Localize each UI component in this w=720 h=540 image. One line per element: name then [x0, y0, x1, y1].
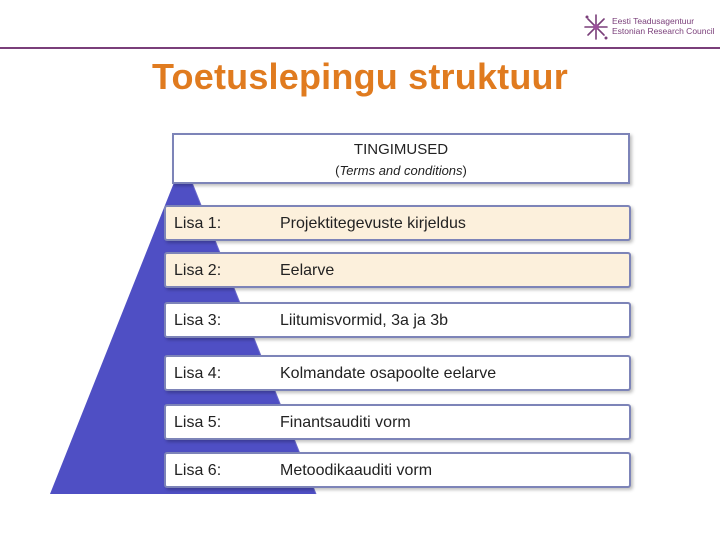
annex-row-4	[164, 355, 631, 391]
annex-row-1	[164, 205, 631, 241]
annex-value: Eelarve	[280, 262, 335, 279]
annex-row-3	[164, 302, 631, 338]
paren-close: )	[462, 163, 467, 178]
annex-value: Liitumisvormid, 3a ja 3b	[280, 312, 449, 329]
logo-line-1: Eesti Teadusagentuur	[612, 16, 695, 26]
annex-row-5	[164, 404, 631, 440]
paren-open: (	[335, 163, 340, 178]
header-subtitle-italic: Terms and conditions	[339, 163, 463, 178]
logo-line-2: Estonian Research Council	[612, 26, 715, 36]
slide-title: Toetuslepingu struktuur	[152, 56, 568, 97]
annex-label: Lisa 1:	[174, 215, 222, 232]
header-subtitle	[174, 163, 628, 178]
terms-and-conditions-box	[172, 133, 630, 184]
annex-row-6	[164, 452, 631, 488]
annex-value: Metoodikaauditi vorm	[280, 462, 433, 479]
annex-value: Finantsauditi vorm	[280, 414, 411, 431]
annex-label: Lisa 3:	[174, 312, 222, 329]
annex-row-2	[164, 252, 631, 288]
annex-label: Lisa 6:	[174, 462, 222, 479]
annex-label: Lisa 4:	[174, 365, 222, 382]
annex-value: Projektitegevuste kirjeldus	[280, 215, 466, 232]
annex-label: Lisa 2:	[174, 262, 222, 279]
annex-value: Kolmandate osapoolte eelarve	[280, 365, 497, 382]
header-title: TINGIMUSED	[353, 141, 449, 158]
annex-label: Lisa 5:	[174, 414, 222, 431]
